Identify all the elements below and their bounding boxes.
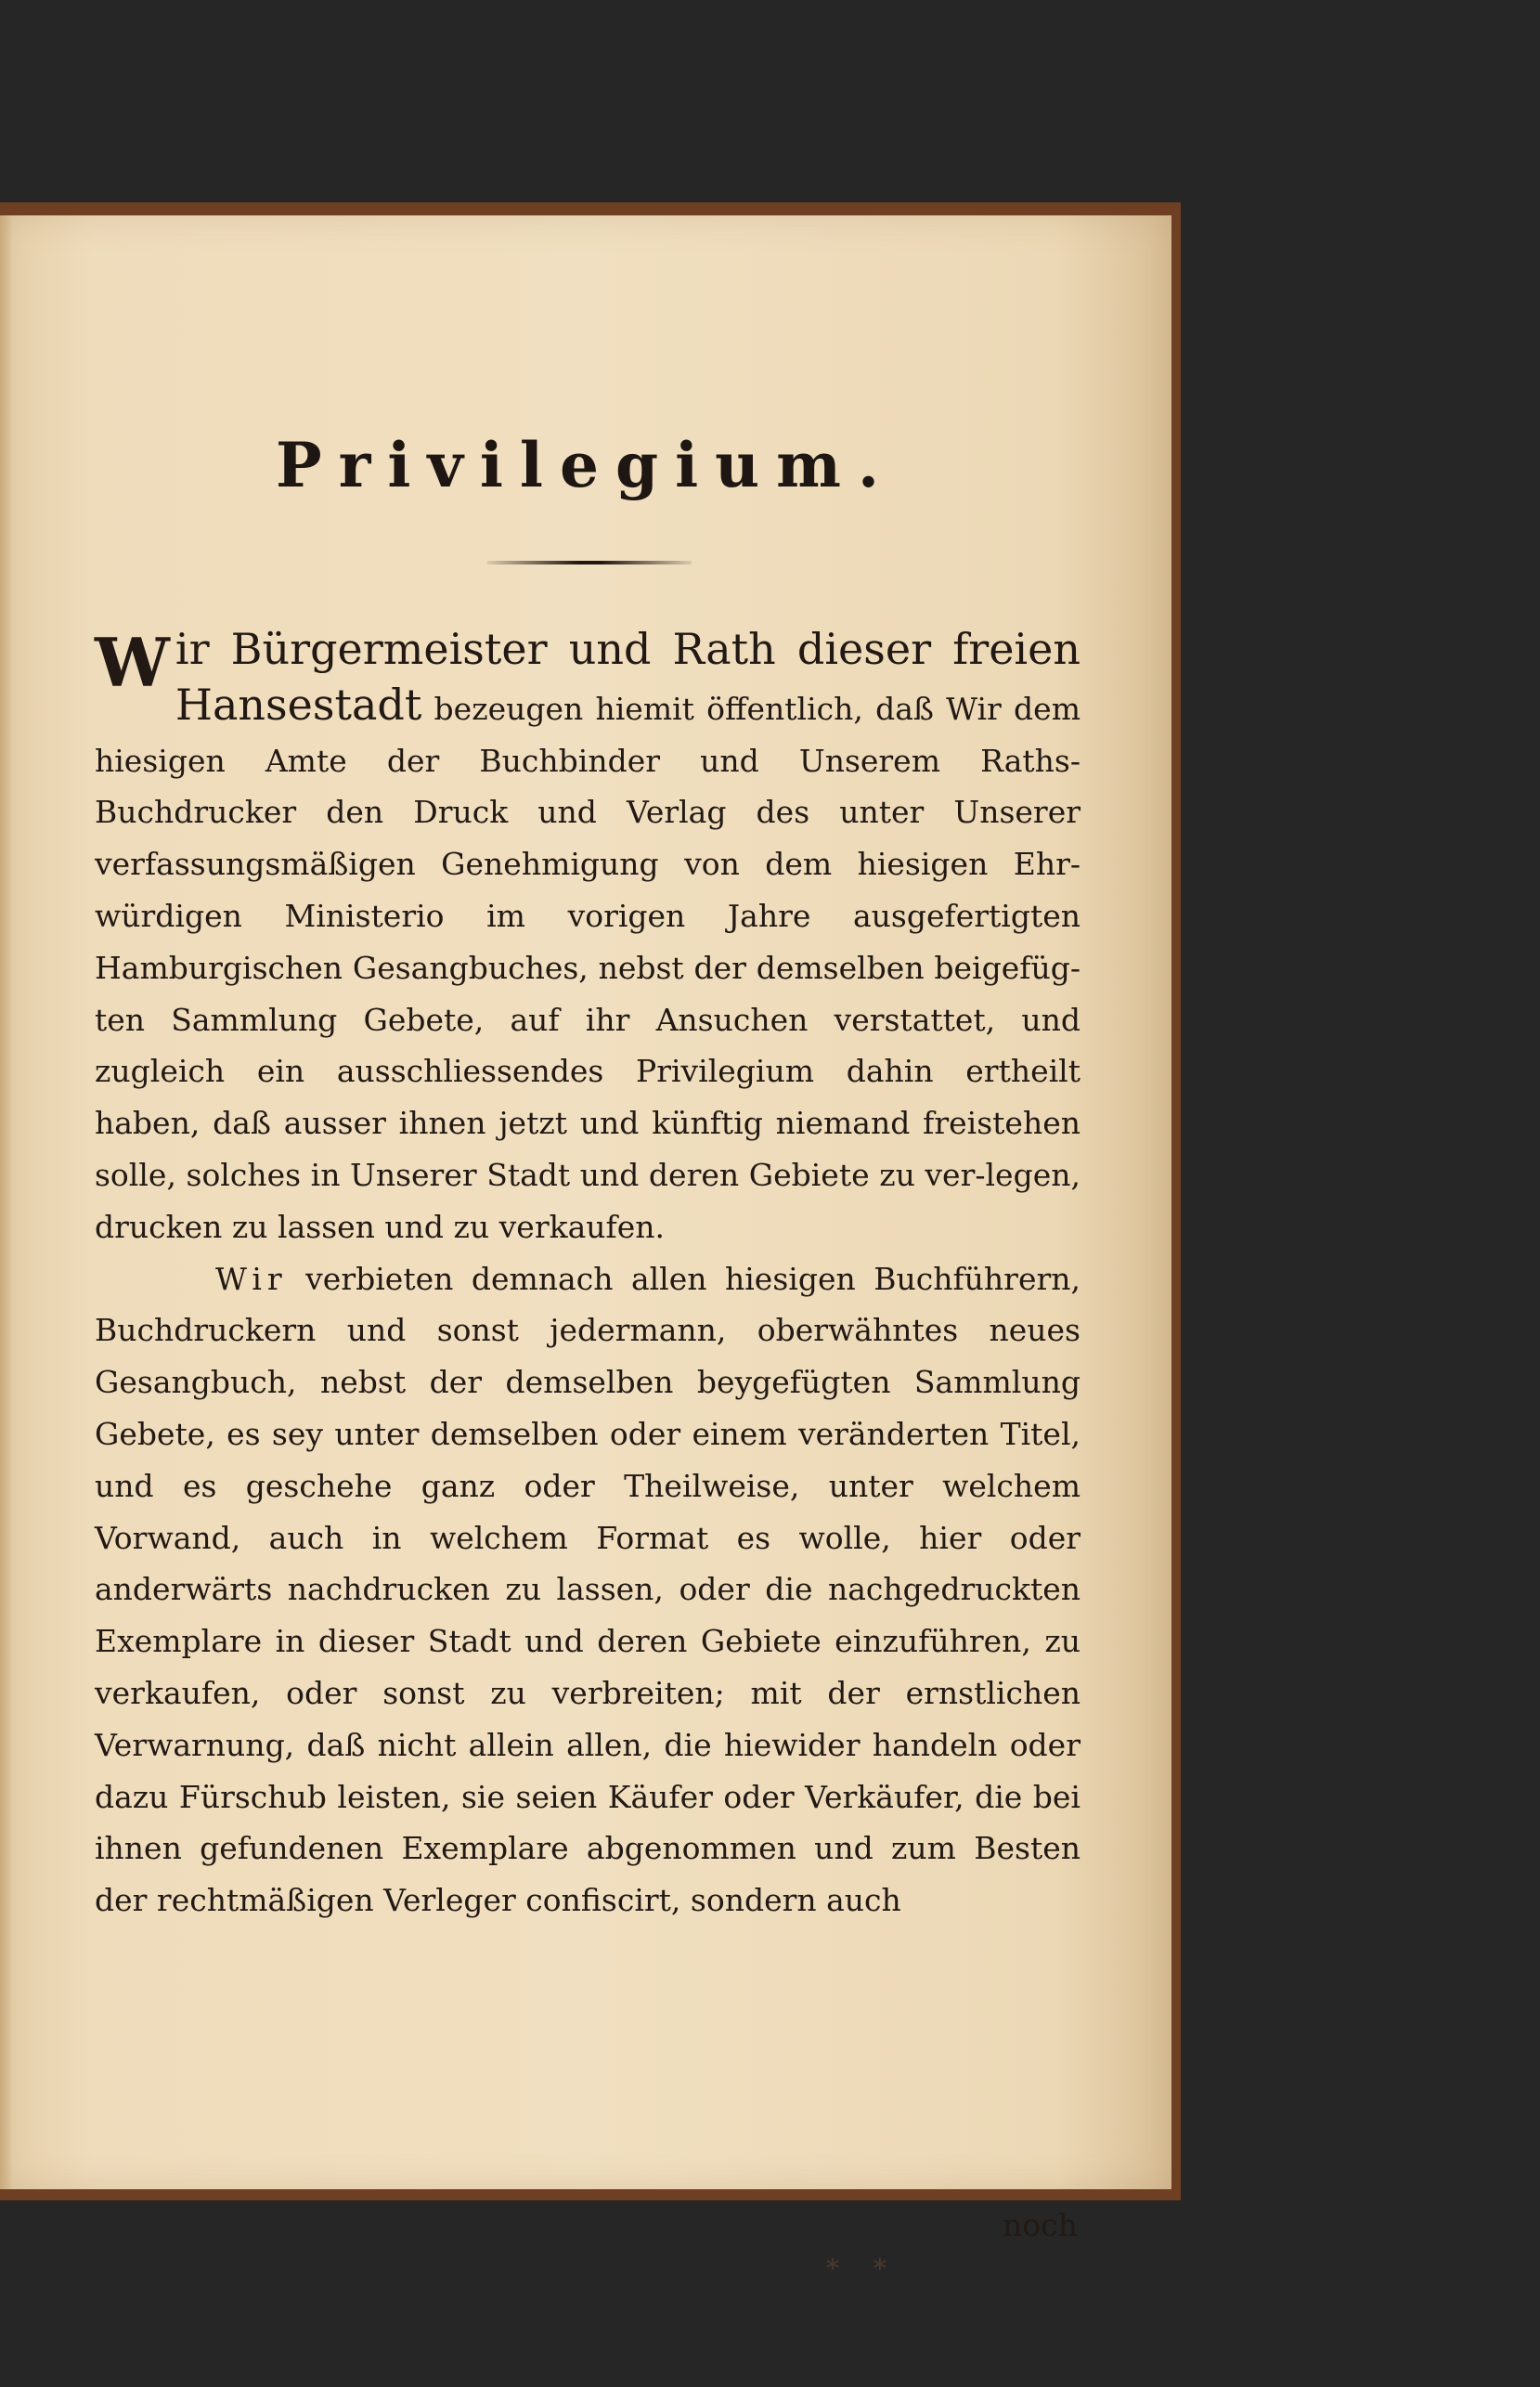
catchword: noch	[1003, 2207, 1078, 2243]
title-ornament-rule	[487, 561, 692, 564]
book-page	[0, 215, 1171, 2284]
drop-cap: W	[95, 623, 170, 702]
paragraph-2-lead: Wir	[215, 1260, 288, 1297]
paragraph-1	[95, 624, 1081, 1253]
page-gutter-shadow	[0, 215, 13, 2189]
paragraph-2	[95, 1253, 1081, 1926]
page-title: Privilegium.	[276, 429, 896, 501]
body-text	[95, 624, 1081, 1926]
paragraph-1-lead: ir Bürgermeister und Rath dieser freien Hansestadt	[175, 624, 1081, 730]
paragraph-1-text: bezeugen hiemit öffentlich, daß Wir dem hiesigen Amte der Buchbinder und Unserem Raths-Buchdrucker den Druck und Verlag des unter Unserer verfassungsmäßigen Genehmigung von dem hiesigen Ehr-würdigen Ministerio im vorigen Jahre ausgefertigten Hamburgischen Gesangbuches, nebst der demselben beigefüg-ten Sammlung Gebete, auf ihr Ansuchen verstattet, und zugleich ein ausschliessendes Privilegium dahin ertheilt haben, daß ausser ihnen jetzt und künftig niemand freistehen solle, solches in Unserer Stadt und deren Gebiete zu ver-legen, drucken zu lassen und zu verkaufen.	[95, 690, 1081, 1245]
paragraph-2-text: verbieten demnach allen hiesigen Buchführern, Buchdruckern und sonst jedermann, oberwähntes neues Gesangbuch, nebst der demselben beygefügten Sammlung Gebete, es sey unter demselben oder einem veränderten Titel, und es geschehe ganz oder Theilweise, unter welchem Vorwand, auch in welchem Format es wolle, hier oder anderwärts nachdrucken zu lassen, oder die nachgedruckten Exemplare in dieser Stadt und deren Gebiete einzuführen, zu verkaufen, oder sonst zu verbreiten; mit der ernstlichen Verwarnung, daß nicht allein allen, die hiewider handeln oder dazu Fürschub leisten, sie seien Käufer oder Verkäufer, die bei ihnen gefundenen Exemplare abgenommen und zum Besten der rechtmäßigen Verleger confiscirt, sondern auch	[95, 1260, 1081, 1919]
signature-mark: * *	[826, 2253, 899, 2284]
